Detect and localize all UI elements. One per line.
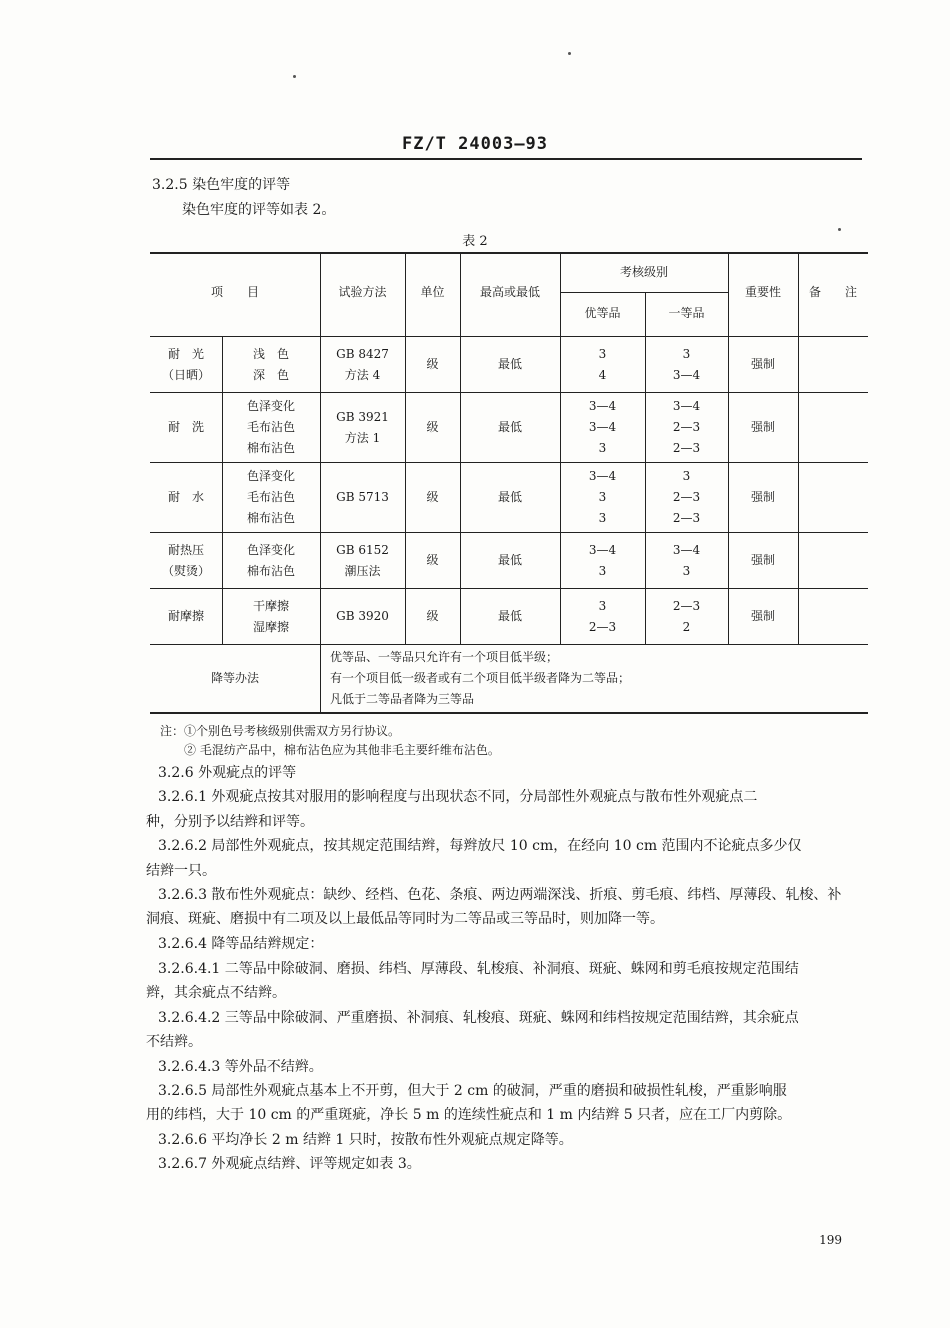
row-premium-grade: 3 — [598, 346, 607, 361]
table-rule — [150, 462, 868, 463]
table-rule — [460, 252, 461, 644]
row-item: 耐摩擦 — [167, 609, 204, 623]
header-importance: 重要性 — [744, 285, 781, 299]
row-subitem: 浅 色 — [252, 346, 289, 361]
body-line: 3.2.6.4.1 二等品中除破洞、磨损、纬档、厚薄段、轧梭痕、补洞痕、斑疵、蛛网和剪毛痕按规定范围结 — [158, 961, 799, 977]
header-item: 项 目 — [210, 285, 259, 299]
body-line: 3.2.6.1 外观疵点按其对服用的影响程度与出现状态不同，分局部性外观疵点与散布性外观疵点二 — [158, 789, 758, 805]
row-unit: 级 — [426, 420, 439, 434]
row-importance: 强制 — [750, 490, 775, 504]
body-line: 结辫一只。 — [146, 863, 216, 879]
body-line: 不结辫。 — [146, 1034, 202, 1050]
header-first-grade: 一等品 — [668, 306, 705, 320]
table-rule — [560, 292, 728, 293]
row-item: 耐 洗 — [167, 420, 204, 434]
row-premium-grade: 3—4 — [588, 542, 617, 557]
row-importance: 强制 — [750, 553, 775, 567]
page-number: 199 — [819, 1233, 842, 1247]
row-test-method: GB 3921 — [336, 409, 389, 424]
body-line: 3.2.6.7 外观疵点结辫、评等规定如表 3。 — [158, 1156, 421, 1172]
row-premium-grade: 3—4 — [588, 469, 617, 483]
row-limit: 最低 — [497, 609, 522, 623]
body-line: 3.2.6.3 散布性外观疵点：缺纱、经档、色花、条痕、两边两端深浅、折痕、剪毛痕、纬档、厚薄段、轧梭、补 — [158, 887, 842, 903]
row-item: 耐 水 — [167, 490, 204, 504]
section-intro: 染色牢度的评等如表 2。 — [182, 202, 336, 218]
row-test-method: GB 8427 — [336, 346, 389, 361]
row-first-grade: 2 — [682, 619, 691, 634]
row-item: （日晒） — [161, 367, 210, 382]
header-grade-group: 考核级别 — [619, 265, 668, 279]
section-heading: 3.2.5 染色牢度的评等 — [152, 177, 291, 193]
row-first-grade: 2—3 — [672, 441, 701, 455]
row-first-grade: 3 — [682, 346, 691, 361]
row-unit: 级 — [426, 609, 439, 623]
row-first-grade: 2—3 — [672, 490, 701, 504]
table-rule — [150, 588, 868, 589]
table-rule — [150, 336, 868, 337]
body-line: 用的纬档，大于 10 cm 的严重斑疵，净长 5 m 的连续性疵点和 1 m 内结辫 5 只者，应在工厂内剪除。 — [146, 1107, 792, 1123]
row-importance: 强制 — [750, 609, 775, 623]
row-premium-grade: 3 — [598, 441, 607, 455]
standard-number-header: FZ/T 24003—93 — [401, 134, 549, 154]
body-line: 3.2.6.4.3 等外品不结辫。 — [158, 1059, 323, 1075]
row-premium-grade: 3 — [598, 563, 607, 578]
row-limit: 最低 — [497, 357, 522, 371]
body-line: 种，分别予以结辫和评等。 — [146, 814, 314, 830]
body-line: 3.2.6.4.2 三等品中除破洞、严重磨损、补洞痕、轧梭痕、斑疵、蛛网和纬档按规定范围结辫，其余疵点 — [158, 1010, 799, 1026]
table-rule — [150, 532, 868, 533]
row-subitem: 毛布沾色 — [246, 490, 295, 504]
header-limit: 最高或最低 — [479, 285, 540, 299]
table-note-2: ② 毛混纺产品中，棉布沾色应为其他非毛主要纤维布沾色。 — [184, 743, 500, 757]
row-limit: 最低 — [497, 420, 522, 434]
row-first-grade: 3 — [682, 469, 691, 483]
row-first-grade: 3 — [682, 563, 691, 578]
body-line: 洞痕、斑疵、磨损中有二项及以上最低品等同时为二等品或三等品时，则加降一等。 — [146, 911, 664, 927]
row-premium-grade: 2—3 — [588, 619, 617, 634]
row-subitem: 干摩擦 — [252, 598, 289, 613]
row-limit: 最低 — [497, 553, 522, 567]
header-unit: 单位 — [420, 285, 445, 299]
row-limit: 最低 — [497, 490, 522, 504]
body-line: 3.2.6.6 平均净长 2 m 结辫 1 只时，按散布性外观疵点规定降等。 — [158, 1132, 573, 1148]
row-item: （熨烫） — [161, 563, 210, 578]
downgrade-rule-line: 有一个项目低一级者或有二个项目低半级者降为二等品； — [330, 671, 631, 685]
table-caption: 表 2 — [462, 234, 488, 249]
row-test-method: 方法 1 — [344, 430, 381, 445]
body-line: 辫，其余疵点不结辫。 — [146, 985, 286, 1001]
row-unit: 级 — [426, 490, 439, 504]
row-subitem: 深 色 — [252, 367, 289, 382]
row-subitem: 棉布沾色 — [246, 563, 295, 578]
row-first-grade: 3—4 — [672, 542, 701, 557]
row-premium-grade: 3—4 — [588, 399, 617, 413]
row-unit: 级 — [426, 553, 439, 567]
table-rule — [150, 392, 868, 393]
row-premium-grade: 3—4 — [588, 420, 617, 434]
row-subitem: 毛布沾色 — [246, 420, 295, 434]
header-test-method: 试验方法 — [338, 285, 387, 299]
table-rule — [150, 712, 868, 714]
table-rule — [405, 252, 406, 644]
body-line: 3.2.6.5 局部性外观疵点基本上不开剪，但大于 2 cm 的破洞，严重的磨损和破损性轧梭，严重影响服 — [158, 1083, 787, 1099]
header-remark: 备 注 — [808, 285, 857, 299]
table-note-1: 注：①个别色号考核级别供需双方另行协议。 — [160, 724, 401, 738]
row-unit: 级 — [426, 357, 439, 371]
header-premium-grade: 优等品 — [584, 306, 621, 320]
row-test-method: 潮压法 — [344, 563, 381, 578]
row-importance: 强制 — [750, 357, 775, 371]
downgrade-rule-line: 优等品、一等品只允许有一个项目低半级； — [330, 650, 559, 664]
row-subitem: 色泽变化 — [246, 469, 295, 483]
body-line: 3.2.6.4 降等品结辫规定： — [158, 936, 324, 952]
table-rule — [728, 252, 729, 644]
row-premium-grade: 3 — [598, 598, 607, 613]
row-subitem: 棉布沾色 — [246, 441, 295, 455]
row-subitem: 色泽变化 — [246, 542, 295, 557]
row-first-grade: 3—4 — [672, 399, 701, 413]
row-first-grade: 3—4 — [672, 367, 701, 382]
table-rule — [150, 252, 868, 254]
row-premium-grade: 4 — [598, 367, 607, 382]
row-subitem: 湿摩擦 — [252, 619, 289, 634]
row-subitem: 棉布沾色 — [246, 511, 295, 525]
downgrade-label: 降等办法 — [210, 671, 259, 685]
row-premium-grade: 3 — [598, 511, 607, 525]
body-line: 3.2.6 外观疵点的评等 — [158, 765, 297, 781]
table-rule — [150, 644, 868, 645]
table-rule — [798, 252, 799, 644]
row-first-grade: 2—3 — [672, 598, 701, 613]
row-test-method: GB 3920 — [336, 609, 389, 623]
downgrade-rule-line: 凡低于二等品者降为三等品 — [330, 692, 475, 706]
row-test-method: GB 5713 — [336, 490, 389, 504]
table-rule — [320, 644, 321, 712]
row-first-grade: 2—3 — [672, 420, 701, 434]
row-importance: 强制 — [750, 420, 775, 434]
row-premium-grade: 3 — [598, 490, 607, 504]
row-item: 耐热压 — [167, 542, 204, 557]
row-item: 耐 光 — [167, 346, 204, 361]
row-subitem: 色泽变化 — [246, 399, 295, 413]
row-test-method: GB 6152 — [336, 542, 389, 557]
row-first-grade: 2—3 — [672, 511, 701, 525]
row-test-method: 方法 4 — [344, 367, 381, 382]
body-line: 3.2.6.2 局部性外观疵点，按其规定范围结辫，每辫放尺 10 cm，在经向 10 cm 范围内不论疵点多少仅 — [158, 838, 802, 854]
